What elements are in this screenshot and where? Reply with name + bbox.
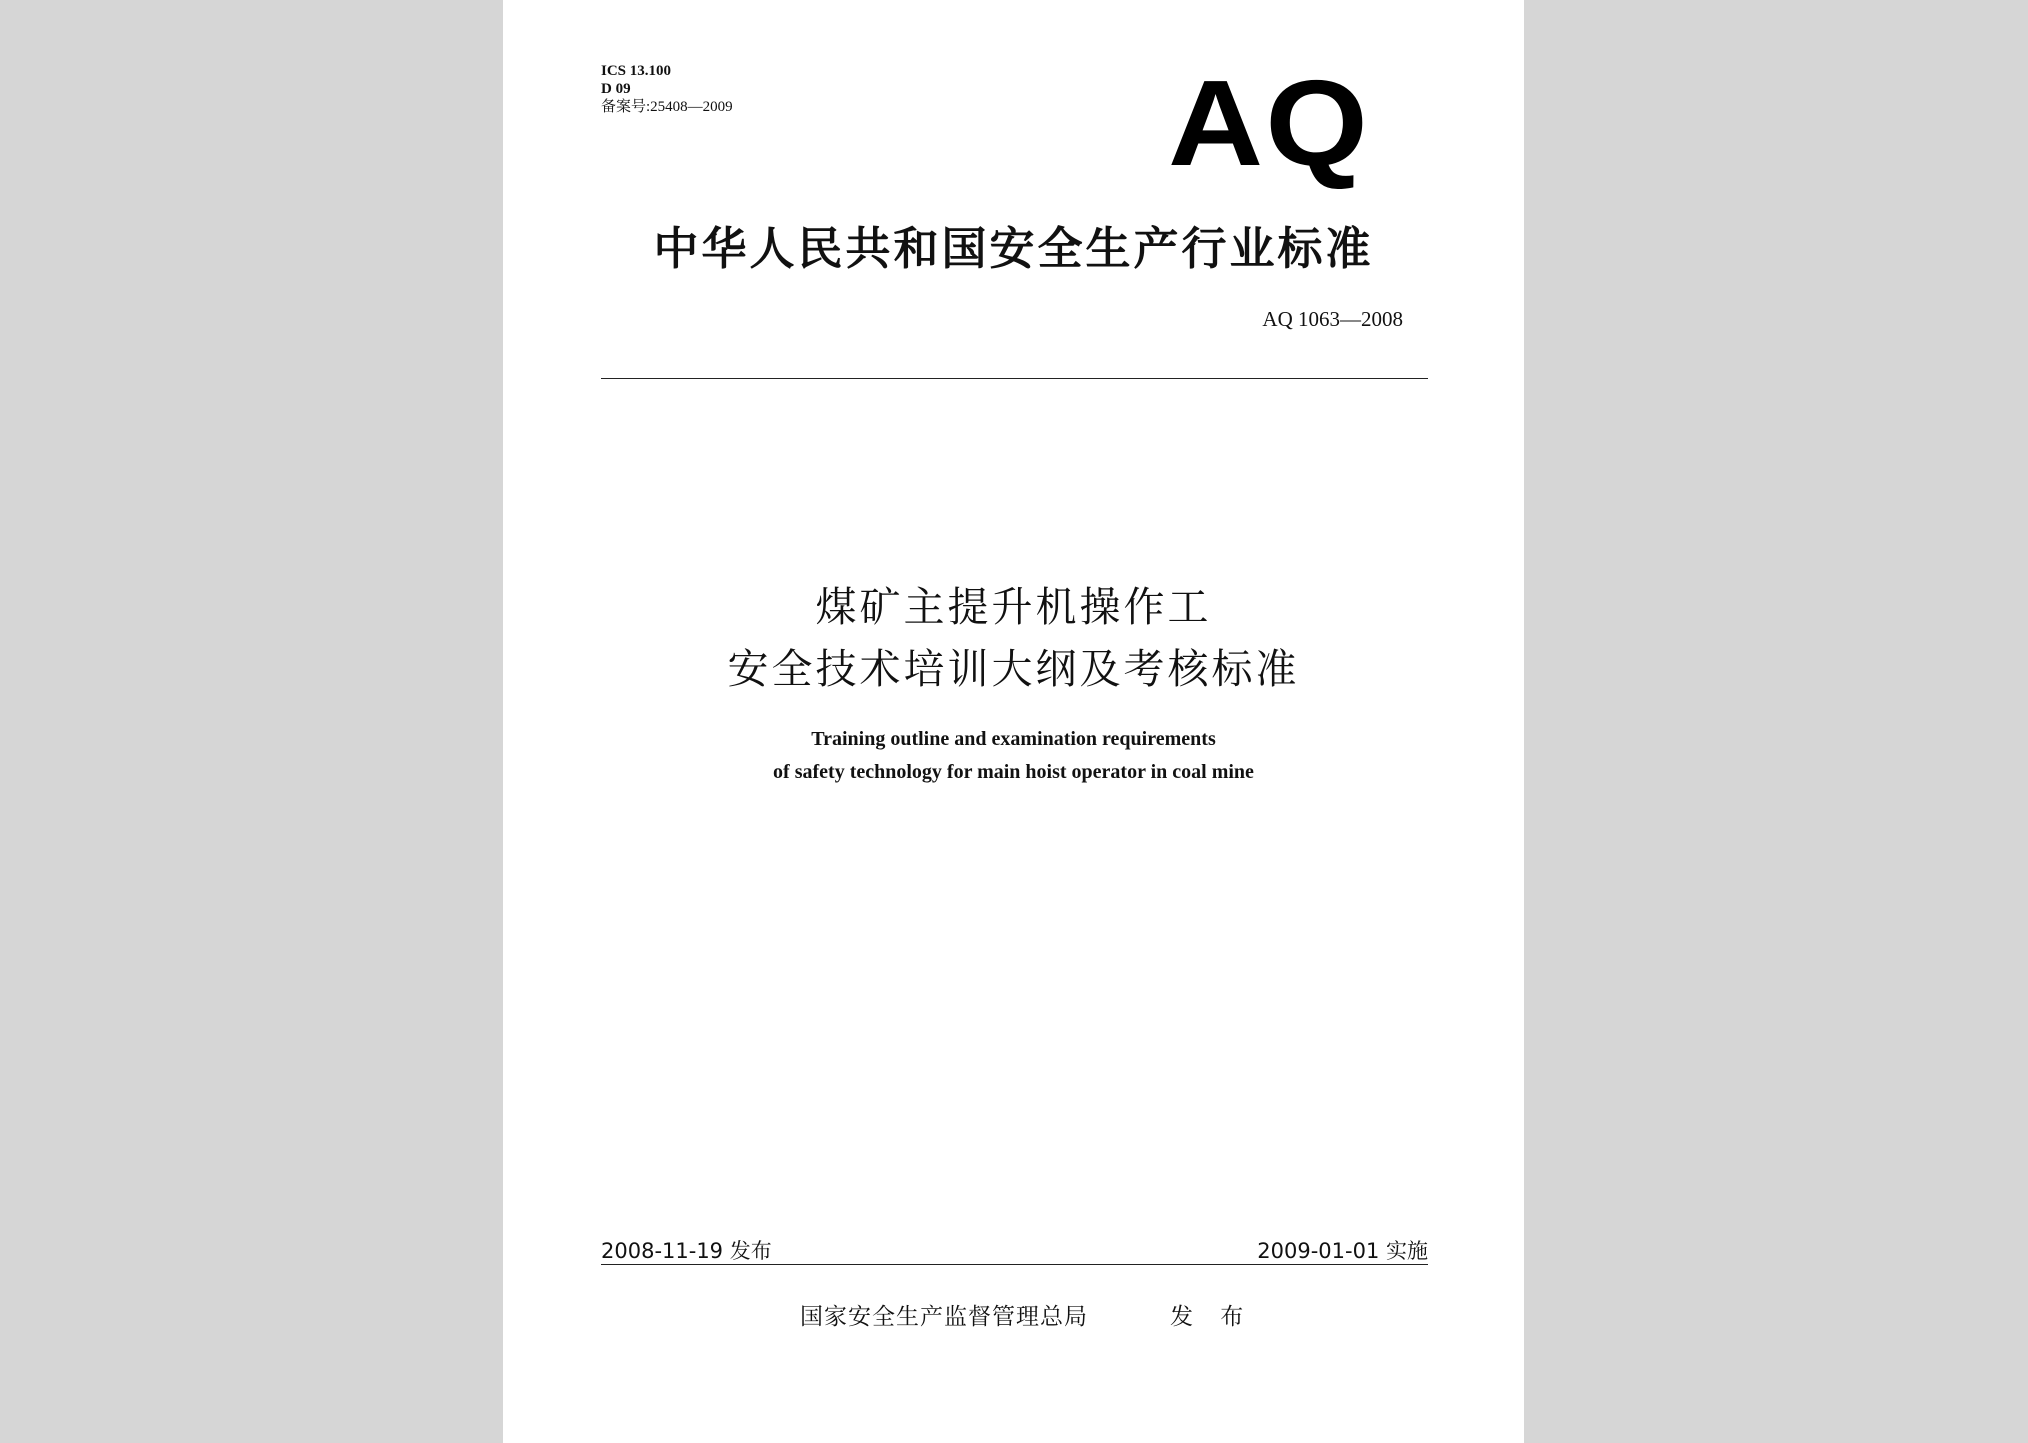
publisher-name: 国家安全生产监督管理总局 bbox=[800, 1304, 1088, 1330]
classification-block bbox=[601, 62, 733, 116]
header-divider bbox=[601, 378, 1428, 379]
chinese-title-line-1: 煤矿主提升机操作工 bbox=[815, 583, 1212, 631]
aq-logo: AQ bbox=[1168, 55, 1370, 191]
footer-divider bbox=[601, 1264, 1428, 1265]
english-title-line-2: of safety technology for main hoist operator in coal mine bbox=[773, 761, 1254, 783]
filing-number: 备案号:25408—2009 bbox=[601, 99, 733, 115]
industry-standard-title: 中华人民共和国安全生产行业标准 bbox=[653, 222, 1374, 275]
issue-date: 2008-11-19 发布 bbox=[601, 1239, 772, 1263]
ics-code: ICS 13.100 bbox=[601, 63, 672, 79]
english-title-line-1: Training outline and examination requirements bbox=[811, 728, 1216, 750]
publish-label: 发 布 bbox=[1170, 1304, 1254, 1330]
document-page bbox=[503, 0, 1524, 1443]
ccs-code: D 09 bbox=[601, 81, 631, 97]
chinese-title-line-2: 安全技术培训大纲及考核标准 bbox=[727, 645, 1300, 693]
standard-number: AQ 1063—2008 bbox=[1262, 307, 1403, 331]
effective-date: 2009-01-01 实施 bbox=[1257, 1239, 1428, 1263]
